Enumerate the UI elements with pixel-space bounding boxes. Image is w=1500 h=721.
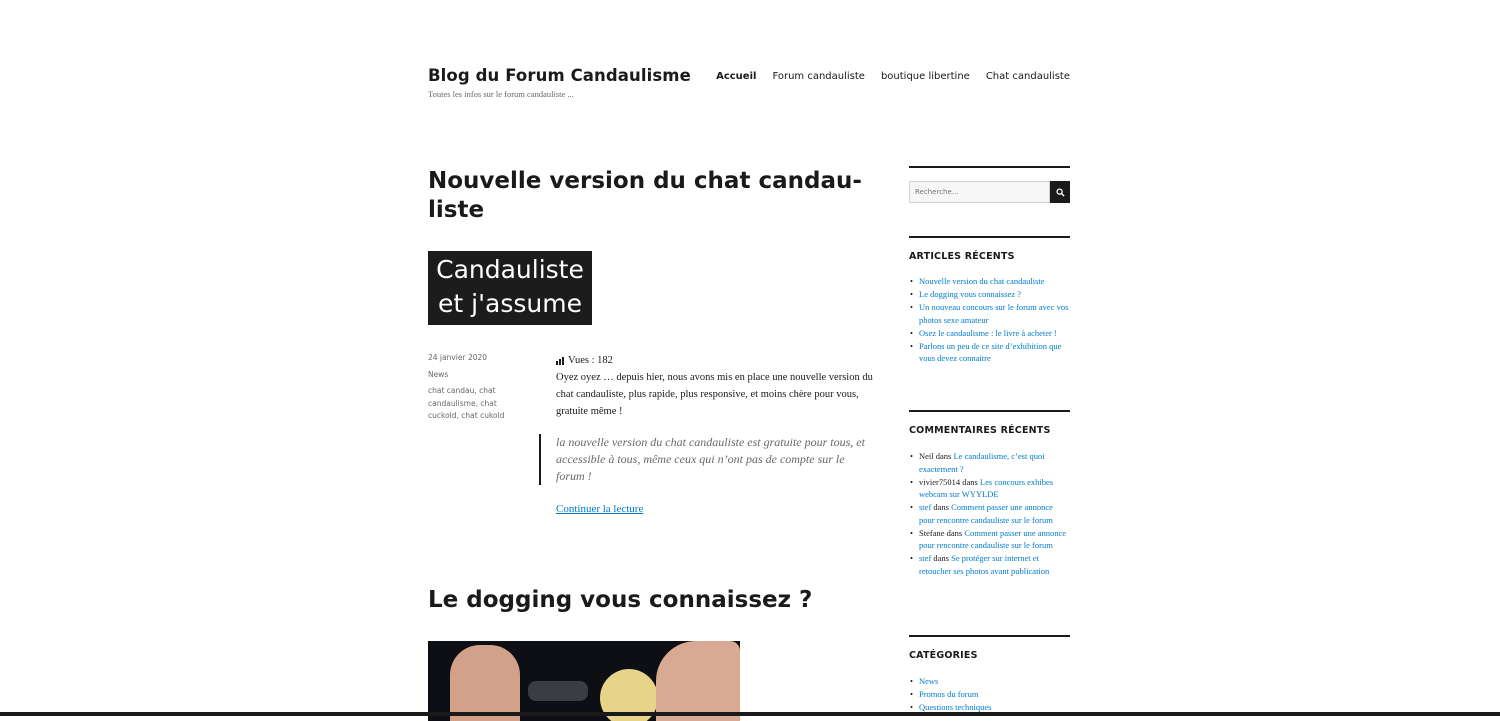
list-item [909, 275, 1070, 288]
list-item [909, 288, 1070, 301]
bottom-scroll-edge [0, 712, 1500, 716]
comment-author-link[interactable]: stef [919, 553, 932, 563]
category-link[interactable]: News [919, 676, 939, 686]
post-excerpt: Oyez oyez … depuis hier, nous avons mis en place une nouvelle version du chat candauliste, plus rapide, plus responsive, et moins chère pour vous, gratuite même ! [556, 372, 873, 417]
comment-author: Stefane [919, 527, 945, 538]
bar-chart-icon [556, 357, 564, 365]
list-item [909, 688, 1070, 701]
comment-post-link[interactable]: Le candaulisme, c’est quoi exactement ? [919, 451, 1045, 474]
site-header [428, 66, 1070, 106]
read-more-link[interactable]: Continuer la lecture [556, 503, 644, 515]
post-date[interactable]: 24 janvier 2020 [428, 353, 488, 362]
recent-comments-list [909, 450, 1070, 578]
post-meta [428, 352, 528, 427]
recent-posts-list [909, 275, 1070, 365]
list-item: • stef dans Comment passer une annonce pour rencontre candauliste sur le forum [909, 501, 1070, 526]
views-count: Vues : 182 [568, 355, 613, 366]
post-views [556, 352, 874, 369]
list-item [909, 340, 1070, 365]
recent-post-link[interactable]: Nouvelle version du chat candauliste [919, 276, 1045, 286]
search-button[interactable] [1050, 181, 1070, 203]
site-title[interactable]: Blog du Forum Candaulisme [428, 66, 691, 85]
widget-divider [909, 410, 1070, 412]
post-thumbnail[interactable] [428, 251, 592, 325]
thumbnail-text-line1: Candauliste [436, 255, 584, 284]
list-item [909, 327, 1070, 340]
comment-author-link[interactable]: stef [919, 502, 932, 512]
post-title-2[interactable]: Le dogging vous connaissez ? [428, 587, 813, 613]
list-item: • vivier75014 dans Les concours exhibes webcam sur WYYLDE [909, 476, 1070, 501]
category-link[interactable]: Promos du forum [919, 689, 979, 699]
search-form [909, 181, 1070, 203]
list-item [909, 675, 1070, 688]
comment-post-link[interactable]: Comment passer une annonce pour rencontre candauliste sur le forum [919, 502, 1053, 525]
list-item: • Neil dans Le candaulisme, c’est quoi exactement ? [909, 450, 1070, 475]
recent-post-link[interactable]: Osez le candaulisme : le livre à acheter ! [919, 327, 1057, 338]
category-link[interactable]: Questions techniques [919, 702, 992, 712]
recent-post-link[interactable]: Parlons un peu de ce site d’exhibition que vous devez connaitre [919, 340, 1062, 363]
recent-posts-title: ARTICLES RÉCENTS [909, 251, 1015, 262]
search-input[interactable] [909, 181, 1050, 203]
widget-divider [909, 166, 1070, 168]
main-nav [716, 71, 1070, 82]
search-icon [1056, 188, 1065, 197]
comment-post-link[interactable]: Les concours exhibes webcam sur WYYLDE [919, 476, 1054, 499]
comment-post-link[interactable]: Se protéger sur internet et retoucher ses photos avant publication [919, 553, 1050, 576]
thumbnail-text-line2: et j'assume [438, 289, 582, 318]
widget-divider [909, 236, 1070, 238]
post-title[interactable]: Nouvelle version du chat candau-liste [428, 168, 862, 223]
recent-comments-title: COMMENTAIRES RÉCENTS [909, 425, 1051, 436]
nav-item-accueil[interactable]: Accueil [716, 71, 757, 82]
site-description: Toutes les infos sur le forum candauliste ... [428, 89, 574, 99]
post-quote: la nouvelle version du chat candauliste est gratuite pour tous, et accessible à tous, même ceux qui n’ont pas de compte sur le forum ! [539, 434, 876, 485]
comment-author: Neil [919, 451, 934, 461]
comment-post-link[interactable]: Comment passer une annonce pour rencontre candauliste sur le forum [919, 527, 1067, 550]
nav-item-chat[interactable]: Chat candauliste [985, 71, 1070, 82]
list-item: • stef dans Se protéger sur internet et retoucher ses photos avant publication [909, 552, 1070, 577]
comment-author: vivier75014 [919, 476, 961, 487]
post-tags[interactable]: chat candau, chat candaulisme, chat cuckold, chat cukold [428, 386, 505, 420]
list-item: • Stefane dans Comment passer une annonce pour rencontre candauliste sur le forum [909, 527, 1070, 552]
post-content [556, 352, 874, 420]
list-item [909, 301, 1070, 326]
widget-divider [909, 635, 1070, 637]
nav-item-boutique[interactable]: boutique libertine [880, 71, 970, 82]
categories-list [909, 675, 1070, 714]
post-category[interactable]: News [428, 369, 449, 379]
categories-title: CATÉGORIES [909, 650, 978, 661]
post-image[interactable] [428, 641, 740, 721]
recent-post-link[interactable]: Un nouveau concours sur le forum avec vos photos sexe amateur [919, 302, 1069, 325]
recent-post-link[interactable]: Le dogging vous connaissez ? [919, 289, 1021, 299]
nav-item-forum[interactable]: Forum candauliste [772, 71, 865, 82]
